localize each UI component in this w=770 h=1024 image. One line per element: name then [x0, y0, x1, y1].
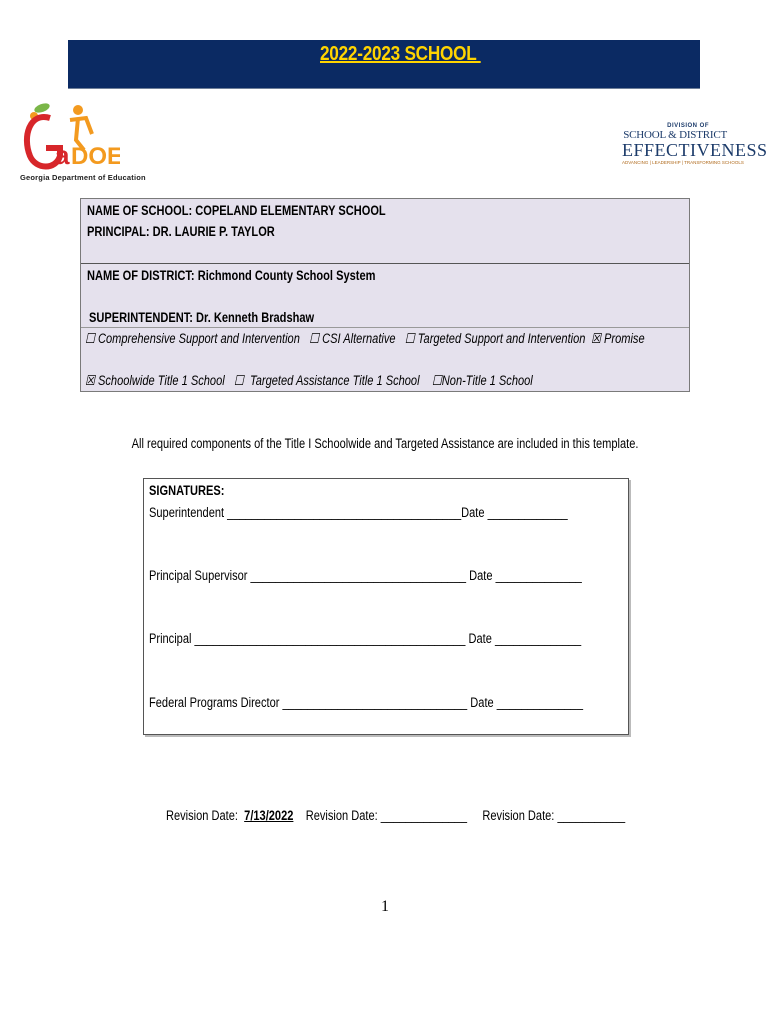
- sig4-wrap: [149, 695, 583, 710]
- revision-blank-3[interactable]: ___________: [557, 808, 626, 823]
- gadoe-logo-icon: [20, 98, 120, 178]
- template-statement-text: All required components of the Title I Schoolwide and Targeted Assistance are included in this template.: [131, 436, 639, 451]
- option-csi-label: Comprehensive Support and Intervention: [98, 331, 300, 346]
- option-non-title-label: Non-Title 1 School: [441, 373, 533, 388]
- options-row2-wrap: [85, 373, 533, 389]
- checkbox-csi[interactable]: ☐: [85, 331, 95, 346]
- page-title: 2022-2023 SCHOOL: [320, 43, 481, 65]
- school-name-text: NAME OF SCHOOL: COPELAND ELEMENTARY SCHOOL: [87, 203, 386, 218]
- sig1-role: Superintendent: [149, 505, 225, 520]
- sig4-blank[interactable]: ______________________________: [282, 695, 468, 710]
- option-tsi-label: Targeted Support and Intervention: [417, 331, 586, 346]
- checkbox-schoolwide[interactable]: ☒: [85, 373, 95, 388]
- revision-wrap: [166, 808, 625, 823]
- header-banner: [68, 40, 700, 88]
- signature-line-federal-programs-director[interactable]: [149, 695, 678, 710]
- sig3-role: Principal: [149, 631, 192, 646]
- checkbox-promise[interactable]: ☒: [591, 331, 601, 346]
- school-name-line: [87, 203, 451, 218]
- sig1-wrap: [149, 505, 568, 520]
- signatures-box: [143, 478, 629, 735]
- checkbox-csi-alternative[interactable]: ☐: [309, 331, 320, 346]
- division-logo-line1: DIVISION OF: [667, 123, 709, 129]
- signatures-heading: [149, 483, 241, 498]
- revision-label-2: Revision Date:: [305, 808, 378, 823]
- school-info-box: [80, 198, 690, 392]
- signatures-heading-text: SIGNATURES:: [149, 483, 225, 498]
- sig2-role: Principal Supervisor: [149, 568, 248, 583]
- sig3-date-label: Date: [468, 631, 492, 646]
- division-logo-line2: SCHOOL & DISTRICT: [623, 129, 727, 141]
- gadoe-caption: Georgia Department of Education: [20, 173, 146, 182]
- checkbox-non-title[interactable]: ☐: [431, 373, 442, 388]
- sig3-date-blank[interactable]: ______________: [495, 631, 582, 646]
- sig1-date-blank[interactable]: _____________: [487, 505, 568, 520]
- district-text: NAME OF DISTRICT: Richmond County School System: [87, 268, 376, 283]
- revision-label-3: Revision Date:: [482, 808, 555, 823]
- option-schoolwide-label: Schoolwide Title 1 School: [98, 373, 225, 388]
- sig2-blank[interactable]: ___________________________________: [250, 568, 467, 583]
- sig1-date-label: Date: [461, 505, 485, 520]
- signature-line-principal-supervisor[interactable]: [149, 568, 677, 583]
- district-line: [87, 268, 439, 283]
- superintendent-line: [89, 310, 364, 325]
- revision-value-1: 7/13/2022: [244, 808, 294, 823]
- options-row1-wrap: [85, 331, 585, 347]
- gadoe-logo: [20, 98, 120, 184]
- option-csi-alt-label: CSI Alternative: [322, 331, 396, 346]
- superintendent-text: SUPERINTENDENT: Dr. Kenneth Bradshaw: [89, 310, 315, 325]
- options-divider: [81, 327, 689, 328]
- svg-text:a: a: [55, 140, 70, 170]
- option-promise-label: Promise: [604, 331, 645, 346]
- sig3-blank[interactable]: ____________________________________________: [194, 631, 466, 646]
- promise-wrap: [591, 331, 645, 347]
- signature-line-principal[interactable]: [149, 631, 676, 646]
- sig1-blank[interactable]: ______________________________________: [227, 505, 462, 520]
- checkbox-targeted-assistance[interactable]: ☐: [233, 373, 244, 388]
- principal-line: [87, 224, 316, 239]
- promise-option: [591, 331, 656, 347]
- sig4-date-blank[interactable]: ______________: [496, 695, 583, 710]
- revision-dates: [166, 808, 726, 823]
- sig2-wrap: [149, 568, 582, 583]
- option-targeted-assistance-label: Targeted Assistance Title 1 School: [250, 373, 420, 388]
- sig2-date-label: Date: [469, 568, 493, 583]
- sig3-wrap: [149, 631, 581, 646]
- sig4-date-label: Date: [470, 695, 494, 710]
- info-divider: [81, 263, 689, 264]
- principal-text: PRINCIPAL: DR. LAURIE P. TAYLOR: [87, 224, 275, 239]
- revision-blank-2[interactable]: ______________: [380, 808, 468, 823]
- sig4-role: Federal Programs Director: [149, 695, 280, 710]
- division-logo: [622, 123, 768, 179]
- revision-label-1: Revision Date:: [166, 808, 238, 823]
- division-logo-tagline: ADVANCING | LEADERSHIP | TRANSFORMING SCHOOLS: [622, 160, 744, 165]
- checkbox-tsi[interactable]: ☐: [404, 331, 415, 346]
- signature-line-superintendent[interactable]: [149, 505, 660, 520]
- division-logo-line3: EFFECTIVENESS: [622, 140, 768, 160]
- sig2-date-blank[interactable]: ______________: [495, 568, 582, 583]
- template-statement: [0, 436, 770, 451]
- designation-options-row2: [85, 373, 631, 389]
- svg-text:DOE: DOE: [71, 143, 120, 170]
- page-number: 1: [381, 898, 389, 915]
